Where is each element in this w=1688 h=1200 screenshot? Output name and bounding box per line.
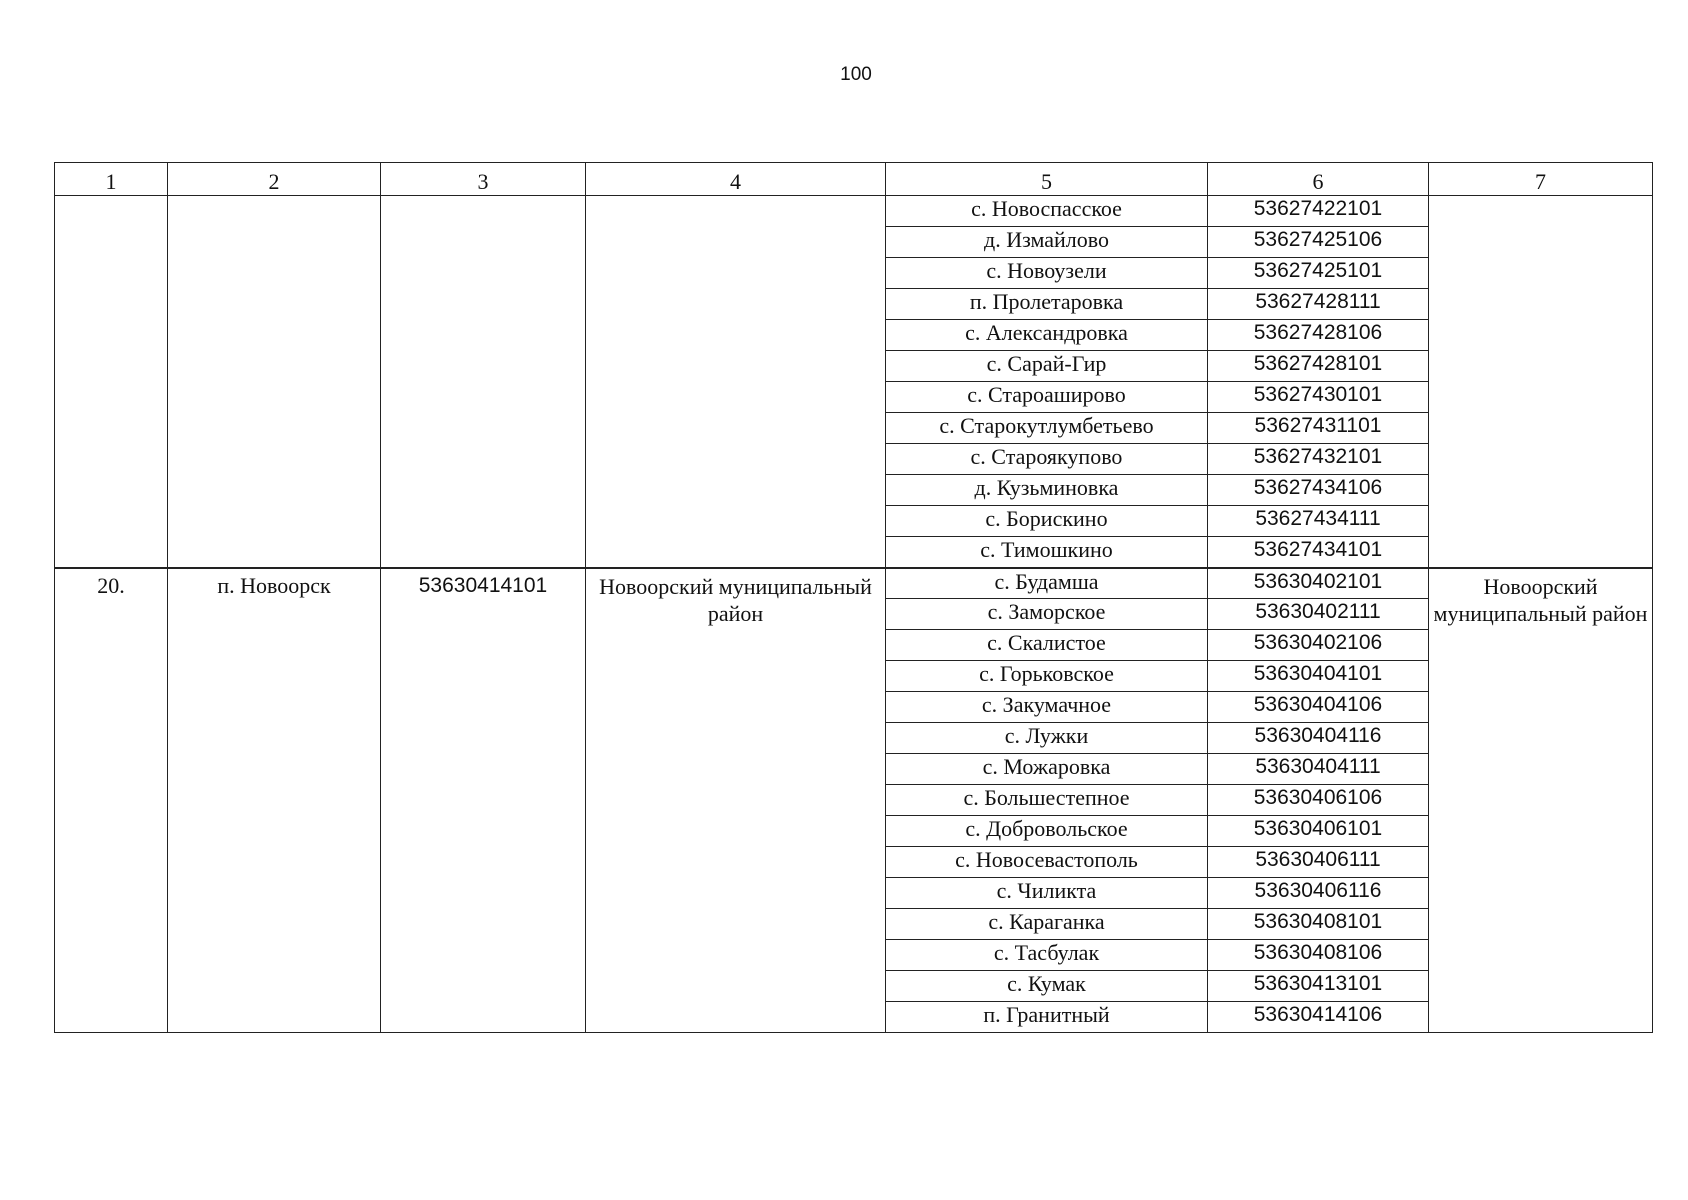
settlement-name: с. Кумак bbox=[886, 971, 1208, 1002]
table-row bbox=[55, 568, 1653, 599]
settlement-name: д. Измайлово bbox=[886, 227, 1208, 258]
settlement-code: 53630404106 bbox=[1208, 692, 1429, 723]
settlement-code: 53630404116 bbox=[1208, 723, 1429, 754]
settlement-code: 53627422101 bbox=[1208, 196, 1429, 227]
settlement-name: д. Кузьминовка bbox=[886, 475, 1208, 506]
settlement-name: с. Горьковское bbox=[886, 661, 1208, 692]
settlement-code: 53627425106 bbox=[1208, 227, 1429, 258]
column-header: 6 bbox=[1208, 163, 1429, 196]
district-name-column-7: Новоорский муниципальный район bbox=[1429, 568, 1653, 1033]
column-header: 1 bbox=[55, 163, 168, 196]
settlement-code: 53630404111 bbox=[1208, 754, 1429, 785]
settlement-name: с. Большестепное bbox=[886, 785, 1208, 816]
column-header: 2 bbox=[168, 163, 381, 196]
settlement-name: с. Караганка bbox=[886, 909, 1208, 940]
settlement-name: с. Чиликта bbox=[886, 878, 1208, 909]
settlement-code: 53627434111 bbox=[1208, 506, 1429, 537]
entry-number: 20. bbox=[55, 568, 168, 1033]
settlement-name: с. Закумачное bbox=[886, 692, 1208, 723]
settlement-name: с. Тимошкино bbox=[886, 537, 1208, 568]
settlement-name: с. Скалистое bbox=[886, 630, 1208, 661]
settlement-code: 53627428111 bbox=[1208, 289, 1429, 320]
settlement-name: с. Борискино bbox=[886, 506, 1208, 537]
settlement-code: 53630406106 bbox=[1208, 785, 1429, 816]
settlement-name: с. Александровка bbox=[886, 320, 1208, 351]
settlement-name: с. Лужки bbox=[886, 723, 1208, 754]
settlement-code: 53627428101 bbox=[1208, 351, 1429, 382]
table-row bbox=[55, 196, 1653, 227]
column-header: 3 bbox=[381, 163, 586, 196]
settlement-name: с. Добровольское bbox=[886, 816, 1208, 847]
settlement-code: 53630402106 bbox=[1208, 630, 1429, 661]
administrative-center: п. Новоорск bbox=[168, 568, 381, 1033]
settlement-code: 53627430101 bbox=[1208, 382, 1429, 413]
district-name: Новоорский муниципальный район bbox=[586, 568, 886, 1033]
empty-merged-cell bbox=[586, 196, 886, 568]
administrative-center-code: 53630414101 bbox=[381, 568, 586, 1033]
settlement-code: 53627434106 bbox=[1208, 475, 1429, 506]
settlement-code: 53630414106 bbox=[1208, 1002, 1429, 1033]
settlement-code: 53627432101 bbox=[1208, 444, 1429, 475]
settlement-code: 53630413101 bbox=[1208, 971, 1429, 1002]
settlement-name: п. Гранитный bbox=[886, 1002, 1208, 1033]
column-header: 7 bbox=[1429, 163, 1653, 196]
empty-merged-cell bbox=[381, 196, 586, 568]
column-numbers-row bbox=[55, 163, 1653, 196]
settlement-name: с. Новоспасское bbox=[886, 196, 1208, 227]
settlement-name: с. Новосевастополь bbox=[886, 847, 1208, 878]
settlement-code: 53630402111 bbox=[1208, 599, 1429, 630]
settlements-table bbox=[54, 162, 1653, 1033]
empty-merged-cell bbox=[55, 196, 168, 568]
settlement-name: п. Пролетаровка bbox=[886, 289, 1208, 320]
settlement-name: с. Новоузели bbox=[886, 258, 1208, 289]
settlement-code: 53627431101 bbox=[1208, 413, 1429, 444]
settlement-name: с. Старокутлумбетьево bbox=[886, 413, 1208, 444]
empty-merged-cell bbox=[1429, 196, 1653, 568]
settlement-code: 53630406111 bbox=[1208, 847, 1429, 878]
settlement-name: с. Можаровка bbox=[886, 754, 1208, 785]
settlement-code: 53627428106 bbox=[1208, 320, 1429, 351]
settlement-code: 53630408101 bbox=[1208, 909, 1429, 940]
settlement-code: 53630402101 bbox=[1208, 568, 1429, 599]
settlement-code: 53627434101 bbox=[1208, 537, 1429, 568]
settlement-code: 53630406101 bbox=[1208, 816, 1429, 847]
settlement-code: 53630404101 bbox=[1208, 661, 1429, 692]
column-header: 4 bbox=[586, 163, 886, 196]
settlement-name: с. Тасбулак bbox=[886, 940, 1208, 971]
settlement-code: 53627425101 bbox=[1208, 258, 1429, 289]
settlement-name: с. Староаширово bbox=[886, 382, 1208, 413]
settlement-name: с. Будамша bbox=[886, 568, 1208, 599]
settlement-code: 53630408106 bbox=[1208, 940, 1429, 971]
page-number: 100 bbox=[840, 64, 872, 85]
settlement-name: с. Староякупово bbox=[886, 444, 1208, 475]
empty-merged-cell bbox=[168, 196, 381, 568]
column-header: 5 bbox=[886, 163, 1208, 196]
settlement-code: 53630406116 bbox=[1208, 878, 1429, 909]
settlement-name: с. Сарай-Гир bbox=[886, 351, 1208, 382]
settlement-name: с. Заморское bbox=[886, 599, 1208, 630]
